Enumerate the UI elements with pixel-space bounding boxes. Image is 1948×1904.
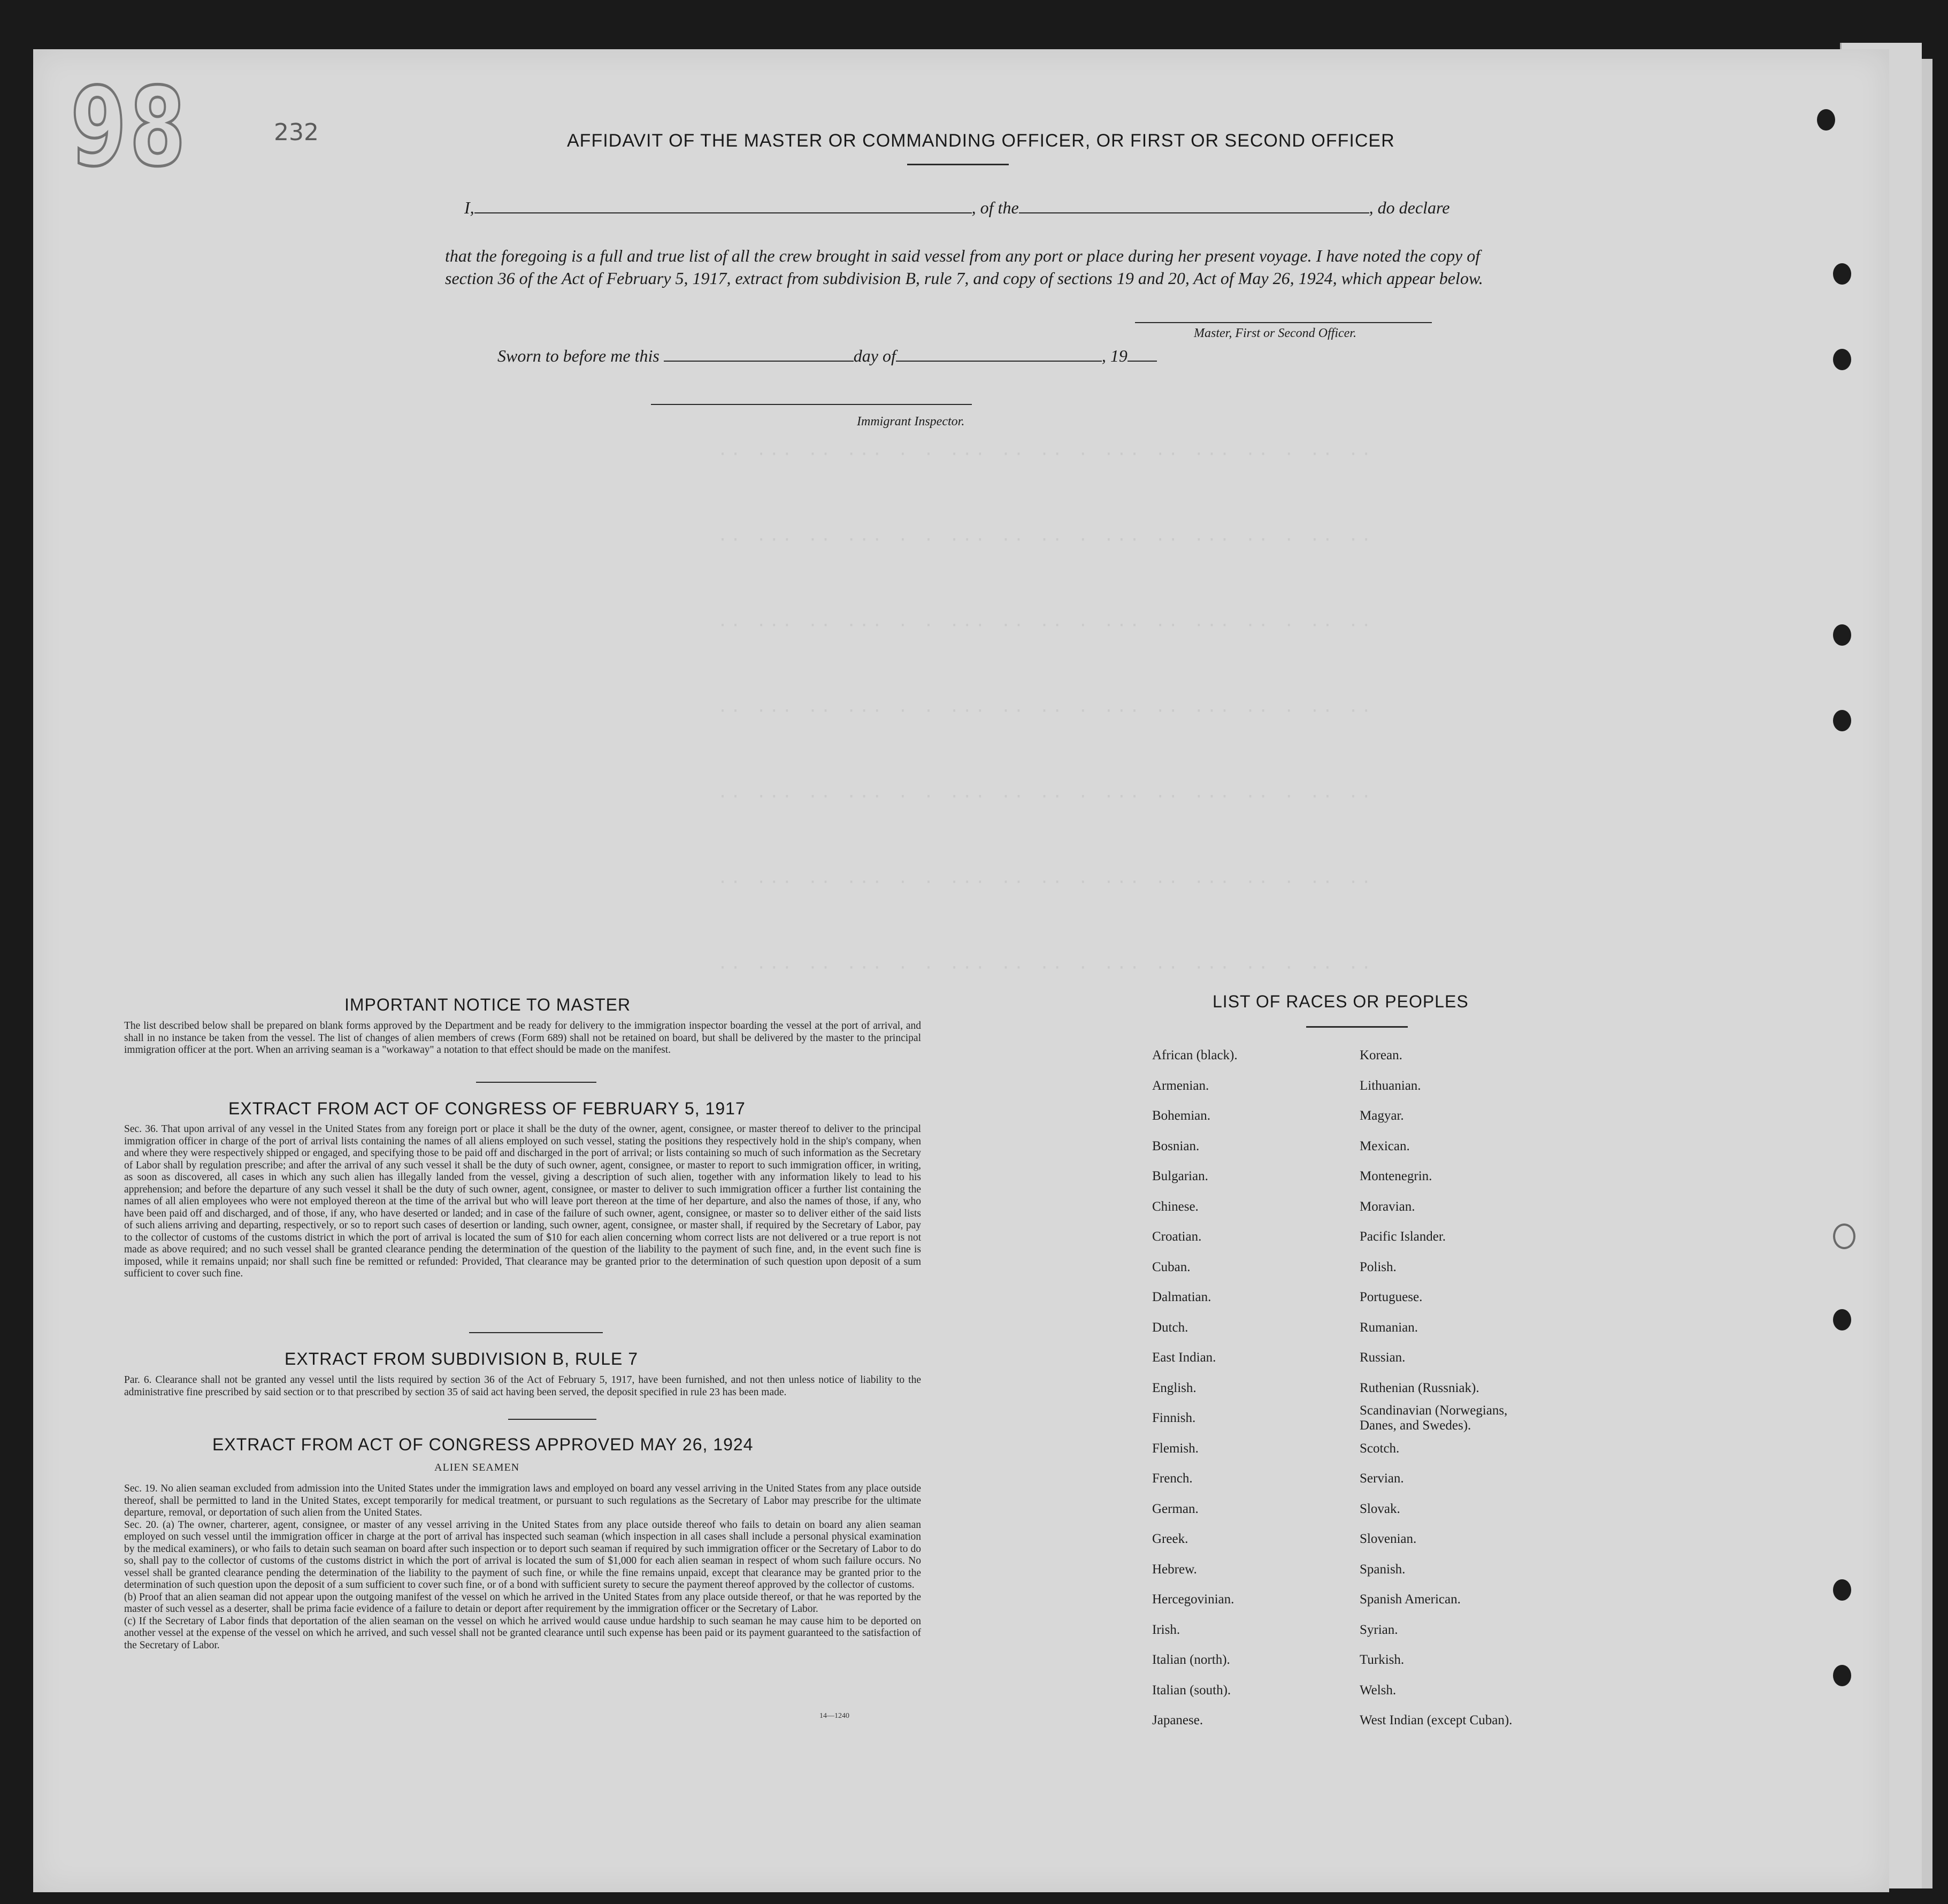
race-item: English.	[1152, 1380, 1197, 1395]
races-column-1	[1152, 1041, 1238, 1736]
form-number: 14—1240	[819, 1712, 849, 1720]
punch-hole	[1833, 624, 1851, 646]
race-item: Montenegrin.	[1360, 1169, 1432, 1183]
section-rule	[469, 1332, 603, 1333]
races-heading: LIST OF RACES OR PEOPLES	[1213, 992, 1469, 1011]
race-item: Armenian.	[1152, 1078, 1209, 1093]
race-item: Moravian.	[1360, 1199, 1415, 1214]
race-item: Korean.	[1360, 1048, 1402, 1062]
punch-hole	[1833, 349, 1851, 370]
race-item: Polish.	[1360, 1259, 1397, 1274]
race-item: Finnish.	[1152, 1411, 1196, 1425]
extract-rule7-body: Par. 6. Clearance shall not be granted any vessel until the lists required by section 36 of the Act of February 5, 1917, have been furnished, and not then unless notice of liability to the administrative fine prescribed by said section or to that prescribed by section 35 of said act having been served, the deposit specified in rule 23 has been made.	[124, 1374, 921, 1398]
declare-mid: , of the	[971, 198, 1019, 217]
race-item: Bulgarian.	[1152, 1169, 1208, 1183]
race-item: Turkish.	[1360, 1653, 1405, 1667]
sworn-year-blank	[1128, 361, 1157, 362]
punch-hole	[1817, 109, 1835, 131]
sworn-month-blank	[896, 361, 1102, 362]
extract-rule7-heading: EXTRACT FROM SUBDIVISION B, RULE 7	[285, 1349, 639, 1368]
sworn-year: , 19	[1101, 346, 1128, 365]
section-rule	[1306, 1026, 1408, 1028]
race-item: Russian.	[1360, 1350, 1406, 1365]
sworn-day: day of	[853, 346, 896, 365]
race-item: Lithuanian.	[1360, 1078, 1421, 1093]
notice-heading: IMPORTANT NOTICE TO MASTER	[344, 995, 631, 1014]
race-item: Dutch.	[1152, 1320, 1188, 1335]
race-item: Japanese.	[1152, 1713, 1203, 1727]
declare-prefix: I,	[464, 198, 474, 217]
extract-1917-body: Sec. 36. That upon arrival of any vessel in the United States from any foreign port or place it shall be the duty of the owner, agent, consignee, or master thereof to deliver to the principal immigration officer in charge of the port of arrival lists containing the names of all aliens employed on such vessel, stating the positions they respectively hold in the ship's company, when and where they were respectively shipped or engaged, and specifying those to be paid off and discharged in the port of arrival; or lists containing so much of such information as the Secretary of Labor shall by regulation prescribe; and after the arrival of any such vessel it shall be the duty of such owner, agent, consignee, or master to report to such immigration officer, in writing, as soon as discovered, all cases in which any such alien has illegally landed from the vessel, giving a description of such alien, together with any information likely to lead to his apprehension; and before the departure of any such vessel it shall be the duty of such owner, agent, consignee, or master to deliver to such immigration officer a further list containing the names of all alien employees who were not employed thereon at the time of the arrival but who will leave port thereon at the time of her departure, and also the names of those, if any, who have been paid off and discharged, and of those, if any, who have deserted or landed; and in case of the failure of such owner, agent, consignee, or master so to deliver either of the said lists of such aliens arriving and departing, respectively, or so to report such cases of desertion or landing, such owner, agent, consignee, or master shall, if required by the Secretary of Labor, pay to the collector of customs of the customs district in which the port of arrival is located the sum of $10 for each alien concerning whom correct lists are not delivered or a true report is not made as above required; and no such vessel shall be granted clearance pending the determination of the question of the liability to the payment of such fine, and, in the event such fine is imposed, while it remains unpaid; nor shall such fine be remitted or refunded: Provided, That clearance may be granted prior to the determination of such question upon deposit of a sum sufficient to cover such fine.	[124, 1123, 921, 1279]
race-item: Cuban.	[1152, 1259, 1191, 1274]
section-20b: (b) Proof that an alien seaman did not appear upon the outgoing manifest of the vessel on which he arrived in the United States from any place outside thereof, or that he was reported by the master of such vessel as a deserter, shall be prima facie evidence of a failure to detain or deport after requirement by the immigration officer or the Secretary of Labor.	[124, 1591, 921, 1615]
sworn-date-blank	[664, 361, 854, 362]
race-item: Italian (north).	[1152, 1653, 1230, 1667]
name-blank	[474, 212, 972, 213]
declaration-line	[464, 198, 1450, 218]
race-item: Chinese.	[1152, 1199, 1199, 1214]
race-item: Bosnian.	[1152, 1138, 1200, 1153]
punch-hole	[1833, 1224, 1855, 1249]
race-item: Spanish American.	[1360, 1592, 1461, 1607]
race-item: French.	[1152, 1471, 1193, 1486]
notice-body: The list described below shall be prepared on blank forms approved by the Department and be ready for delivery to the immigration inspector boarding the vessel at the port of arrival, and shall in no instance be taken from the vessel. The list of changes of alien members of crews (Form 689) shall not be retained on board, but shall be delivered by the master to the principal immigration officer at the port. When an arriving seaman is a "workaway" a notation to that effect should be made on the manifest.	[124, 1020, 921, 1056]
punch-hole	[1833, 1309, 1851, 1330]
race-item: Hebrew.	[1152, 1562, 1197, 1577]
bleed-through-text: ·· ··· ·· ··· · · ··· ·· ·· · ··· ·· ··· ·· · ·· ··	[718, 531, 1375, 549]
races-column-2	[1360, 1041, 1536, 1736]
signature-caption: Master, First or Second Officer.	[1194, 326, 1356, 340]
bleed-through-text: ·· ··· ·· ··· · · ··· ·· ·· · ··· ·· ··· ·· · ·· ··	[718, 959, 1375, 977]
bleed-through-text: ·· ··· ·· ··· · · ··· ·· ·· · ··· ·· ··· ·· · ·· ··	[718, 616, 1375, 635]
race-item: Spanish.	[1360, 1562, 1406, 1577]
extract-1924-heading: EXTRACT FROM ACT OF CONGRESS APPROVED MAY 26, 1924	[212, 1435, 754, 1454]
stamp-number: 98	[71, 65, 189, 191]
race-item: Flemish.	[1152, 1441, 1199, 1456]
race-item: Italian (south).	[1152, 1683, 1231, 1697]
race-item: Croatian.	[1152, 1229, 1202, 1244]
race-item: Portuguese.	[1360, 1290, 1423, 1304]
race-item: African (black).	[1152, 1048, 1238, 1062]
race-item: Servian.	[1360, 1471, 1404, 1486]
bleed-through-text: ·· ··· ·· ··· · · ··· ·· ·· · ··· ·· ··· ·· · ·· ··	[718, 873, 1375, 892]
signature-line	[1135, 322, 1432, 323]
alien-seamen-subheading: ALIEN SEAMEN	[434, 1462, 520, 1473]
race-item: Magyar.	[1360, 1108, 1404, 1123]
race-item: Greek.	[1152, 1532, 1188, 1546]
race-item: Scotch.	[1360, 1441, 1400, 1456]
sworn-prefix: Sworn to before me this	[497, 346, 659, 365]
heading-rule	[907, 164, 1009, 165]
race-item: Ruthenian (Russniak).	[1360, 1380, 1479, 1395]
section-rule	[476, 1082, 596, 1083]
manifest-page	[33, 49, 1889, 1892]
race-item: Hercegovinian.	[1152, 1592, 1234, 1607]
inspector-caption: Immigrant Inspector.	[857, 415, 965, 429]
extract-1924-body	[124, 1483, 921, 1651]
inspector-signature-line	[651, 404, 972, 405]
bleed-through-text: ·· ··· ·· ··· · · ··· ·· ·· · ··· ·· ··· ·· · ·· ··	[718, 787, 1375, 806]
race-item: Slovenian.	[1360, 1532, 1417, 1546]
sworn-line	[497, 346, 1157, 366]
section-20a: Sec. 20. (a) The owner, charterer, agent, consignee, or master of any vessel arriving in the United States from any place outside thereof who fails to detain on board any alien seaman employed on such vessel until the immigration officer in charge at the port of arrival has inspected such seaman (which inspection in all cases shall include a personal physical examination by the medical examiners), or who fails to detain such seaman on board after such inspection or to deport such seaman if required by such immigration officer or the Secretary of Labor to do so, shall pay to the collector of customs of the customs district in which the port of arrival is located the sum of $1,000 for each alien seaman in respect of whom such failure occurs. No vessel shall be granted clearance pending the determination of the liability to the payment of such fine, or while the fine remains unpaid, except that clearance may be granted prior to the determination of such question upon the deposit of a sum sufficient to cover such fine, or of a bond with sufficient surety to secure the payment thereof approved by the collector of customs.	[124, 1519, 921, 1591]
declare-suffix: , do declare	[1369, 198, 1450, 217]
affidavit-body: that the foregoing is a full and true list of all the crew brought in said vessel from any port or place during her present voyage. I have noted the copy of section 36 of the Act of February 5, 1917, extract from subdivision B, rule 7, and copy of sections 19 and 20, Act of May 26, 1924, which appear below.	[445, 246, 1483, 288]
race-item: Scandinavian (Norwegians, Danes, and Swedes).	[1360, 1403, 1508, 1433]
punch-hole	[1833, 263, 1851, 285]
punch-hole	[1833, 1579, 1851, 1601]
vessel-blank	[1019, 212, 1369, 213]
race-item: West Indian (except Cuban).	[1360, 1713, 1513, 1727]
race-item: Bohemian.	[1152, 1108, 1211, 1123]
extract-1917-heading: EXTRACT FROM ACT OF CONGRESS OF FEBRUARY 5, 1917	[228, 1099, 746, 1118]
bleed-through-text: ·· ··· ·· ··· · · ··· ·· ·· · ··· ·· ··· ·· · ·· ··	[718, 445, 1375, 464]
section-19: Sec. 19. No alien seaman excluded from admission into the United States under the immigration laws and employed on board any vessel arriving in the United States from any place outside thereof, shall be permitted to land in the United States, except temporarily for medical treatment, or pursuant to such regulations as the Secretary of Labor may prescribe for the ultimate departure, removal, or deportation of such alien from the United States.	[124, 1483, 921, 1518]
page-number: 232	[274, 119, 319, 146]
race-item: Rumanian.	[1360, 1320, 1418, 1335]
bleed-through-text: ·· ··· ·· ··· · · ··· ·· ·· · ··· ·· ··· ·· · ·· ··	[718, 702, 1375, 721]
race-item: East Indian.	[1152, 1350, 1216, 1365]
race-item: Dalmatian.	[1152, 1290, 1211, 1304]
race-item: Pacific Islander.	[1360, 1229, 1446, 1244]
race-item: Syrian.	[1360, 1622, 1398, 1637]
punch-hole	[1833, 1665, 1851, 1686]
race-item: Irish.	[1152, 1622, 1180, 1637]
race-item: German.	[1152, 1501, 1199, 1516]
race-item: Slovak.	[1360, 1501, 1400, 1516]
section-20c: (c) If the Secretary of Labor finds that deportation of the alien seaman on the vessel on which he arrived would cause undue hardship to such seaman he may cause him to be deported on another vessel at the expense of the vessel on which he arrived, and such vessel shall not be granted clearance until such expense has been paid or its payment guaranteed to the satisfaction of the Secretary of Labor.	[124, 1615, 921, 1651]
race-item: Mexican.	[1360, 1138, 1410, 1153]
race-item: Welsh.	[1360, 1683, 1397, 1697]
section-rule	[508, 1419, 596, 1420]
punch-hole	[1833, 710, 1851, 731]
affidavit-heading: AFFIDAVIT OF THE MASTER OR COMMANDING OFFICER, OR FIRST OR SECOND OFFICER	[567, 131, 1395, 151]
